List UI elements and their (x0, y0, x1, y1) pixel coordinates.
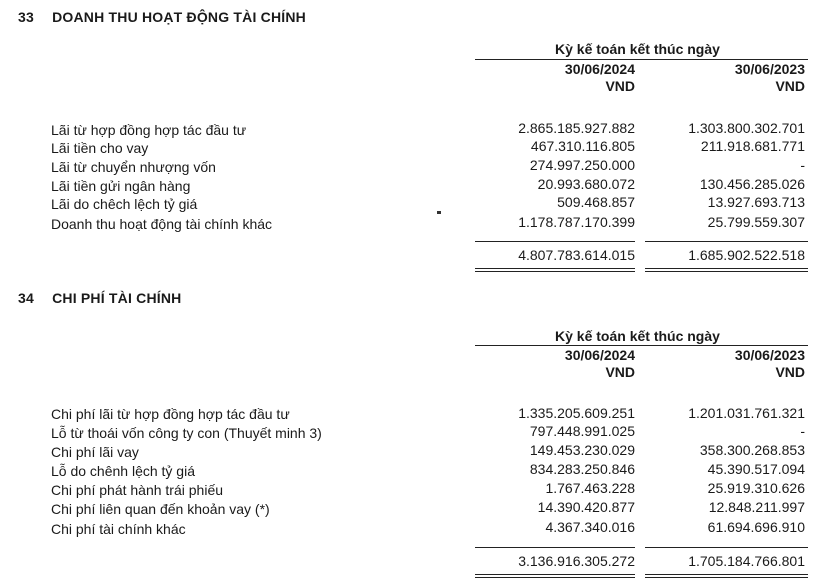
value-2023: 130.456.285.026 (699, 176, 805, 192)
value-2024: 834.283.250.846 (529, 461, 635, 477)
column-date: 30/06/2024 (564, 347, 635, 363)
row-label: Chi phí liên quan đến khoản vay (*) (51, 501, 270, 517)
value-2023: 61.694.696.910 (707, 519, 805, 535)
value-2023: 25.919.310.626 (707, 480, 805, 496)
value-2024: 20.993.680.072 (537, 176, 635, 192)
column-header-2024 (470, 347, 635, 381)
total-2024: 4.807.783.614.015 (518, 247, 635, 263)
total-double-rule-2024 (475, 268, 635, 269)
value-2024: 467.310.116.805 (530, 138, 635, 154)
value-2023: 1.303.800.302.701 (688, 120, 805, 136)
total-double-rule-2023 (645, 271, 808, 272)
value-2023: 1.201.031.761.321 (688, 405, 805, 421)
row-label: Lỗ do chênh lệch tỷ giá (51, 463, 195, 479)
value-2023: - (800, 423, 805, 439)
column-date: 30/06/2023 (734, 61, 805, 77)
column-unit: VND (605, 78, 635, 94)
subtotal-rule-2023 (645, 547, 808, 548)
row-label: Lãi do chêch lệch tỷ giá (51, 196, 198, 212)
value-2023: 358.300.268.853 (699, 442, 805, 458)
column-header-2024 (470, 61, 635, 95)
row-label: Lãi tiền cho vay (51, 140, 149, 156)
total-double-rule-2024 (475, 271, 635, 272)
value-2023: - (800, 157, 805, 173)
column-header-2023 (645, 61, 805, 95)
period-header: Kỳ kế toán kết thúc ngày (555, 41, 720, 57)
value-2023: 211.918.681.771 (700, 138, 805, 154)
subtotal-rule-2023 (645, 241, 808, 242)
row-label: Lãi từ hợp đồng hợp tác đầu tư (51, 122, 247, 138)
column-date: 30/06/2024 (564, 61, 635, 77)
column-date: 30/06/2023 (734, 347, 805, 363)
row-label: Chi phí lãi vay (51, 444, 139, 460)
column-unit: VND (605, 364, 635, 380)
header-rule (475, 345, 808, 346)
row-label: Chi phí lãi từ hợp đồng hợp tác đầu tư (51, 406, 290, 422)
row-label: Doanh thu hoạt động tài chính khác (51, 216, 273, 232)
value-2024: 797.448.991.025 (529, 423, 635, 439)
section-number: 33 (18, 9, 34, 25)
value-2024: 509.468.857 (557, 194, 635, 210)
period-header: Kỳ kế toán kết thúc ngày (555, 328, 720, 344)
section-34-title (18, 290, 182, 306)
row-label: Lỗ từ thoái vốn công ty con (Thuyết minh 3) (51, 425, 322, 441)
total-double-rule-2023 (645, 574, 808, 575)
section-33-title (18, 9, 306, 25)
subtotal-rule-2024 (475, 241, 635, 242)
column-header-2023 (645, 347, 805, 381)
total-double-rule-2023 (645, 268, 808, 269)
value-2024: 1.335.205.609.251 (518, 405, 635, 421)
section-number: 34 (18, 290, 34, 306)
value-2024: 274.997.250.000 (529, 157, 635, 173)
total-double-rule-2023 (645, 577, 808, 578)
value-2023: 13.927.693.713 (707, 194, 805, 210)
header-rule (475, 59, 808, 60)
row-label: Chi phí phát hành trái phiếu (51, 482, 224, 498)
row-label: Lãi tiền gửi ngân hàng (51, 178, 191, 194)
value-2024: 1.767.463.228 (545, 480, 635, 496)
total-double-rule-2024 (475, 574, 635, 575)
value-2024: 1.178.787.170.399 (518, 214, 635, 230)
value-2023: 25.799.559.307 (707, 214, 805, 230)
value-2024: 4.367.340.016 (545, 519, 635, 535)
section-heading: DOANH THU HOẠT ĐỘNG TÀI CHÍNH (52, 9, 306, 25)
value-2023: 45.390.517.094 (707, 461, 805, 477)
value-2023: 12.848.211.997 (708, 499, 805, 515)
total-2024: 3.136.916.305.272 (518, 553, 635, 569)
row-label: Lãi từ chuyển nhượng vốn (51, 159, 216, 175)
total-double-rule-2024 (475, 577, 635, 578)
total-2023: 1.685.902.522.518 (688, 247, 805, 263)
scan-mark (437, 211, 441, 214)
value-2024: 2.865.185.927.882 (518, 120, 635, 136)
total-2023: 1.705.184.766.801 (688, 553, 805, 569)
row-label: Chi phí tài chính khác (51, 521, 186, 537)
value-2024: 14.390.420.877 (537, 499, 635, 515)
column-unit: VND (775, 78, 805, 94)
subtotal-rule-2024 (475, 547, 635, 548)
section-heading: CHI PHÍ TÀI CHÍNH (52, 290, 182, 306)
value-2024: 149.453.230.029 (529, 442, 635, 458)
column-unit: VND (775, 364, 805, 380)
